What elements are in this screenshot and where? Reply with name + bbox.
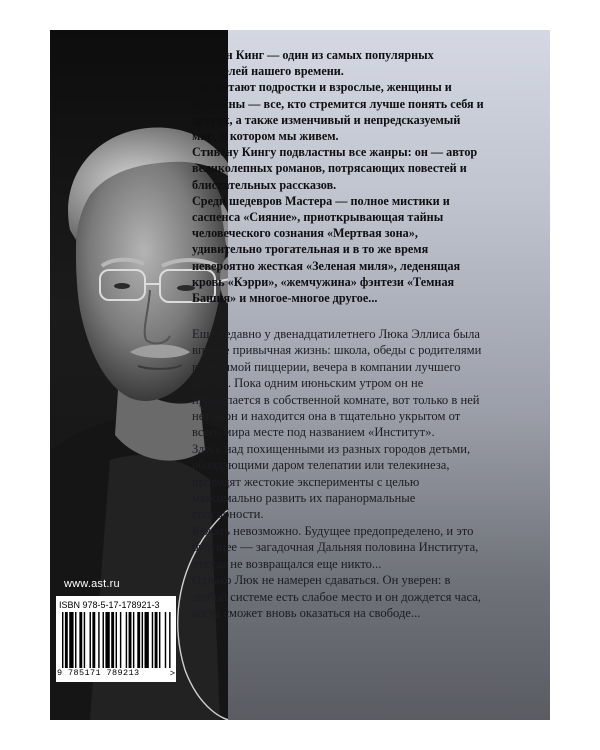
blurb-paragraph: Стивену Кингу подвластны все жанры: он — автор великолепных романов, потрясающих повестей и блистательных рассказов. — [192, 145, 478, 192]
barcode-bar — [65, 612, 68, 668]
barcode-bar — [159, 612, 160, 668]
barcode-bar — [79, 612, 82, 668]
barcode-bar — [92, 612, 95, 668]
barcode-bar — [111, 612, 114, 668]
barcode-bar — [155, 612, 158, 668]
annotation-paragraph: Еще недавно у двенадцатилетнего Люка Эллиса была вполне привычная жизнь: школа, обеды с родителями в любимой пиццерии, вечера в компании лучшего друга... Пока одним июньским утром он не просыпается в собственной комнате, вот только в ней нет окон и находится она в тщательно укрытом от всего мира месте под названием «Институт». — [192, 327, 482, 440]
blurb-paragraph: Стивен Кинг — один из самых популярных писателей нашего времени. — [192, 48, 434, 79]
barcode-bar — [103, 612, 104, 668]
barcode-bar — [133, 612, 134, 668]
barcode-bar — [98, 612, 99, 668]
barcode-bar — [165, 612, 166, 668]
barcode-bar — [75, 612, 76, 668]
isbn-label: ISBN 978-5-17-178921-3 — [59, 600, 160, 610]
barcode-bar — [90, 612, 91, 668]
blurb-paragraph: Среди шедевров Мастера — полное мистики и саспенса «Сияние», приоткрывающая тайны человеческого сознания «Мертвая зона», удивительно трогательная и в то же время невероятно жесткая «Зеленая миля», леденящая кровь «Кэрри», «жемчужина» фэнтези «Темная Башня» и многое-многое другое... — [192, 193, 461, 306]
author-blurb — [192, 47, 487, 306]
barcode-bar — [62, 612, 63, 668]
barcode-bar — [84, 612, 85, 668]
barcode-bar — [145, 612, 149, 668]
barcode-bar — [126, 612, 127, 668]
barcode-arrow: > — [169, 668, 175, 678]
blurb-paragraph: Его читают подростки и взрослые, женщины и мужчины — все, кто стремится лучше понять себя и других, а также изменчивый и непредсказуемый мир, в котором мы живем. — [192, 80, 484, 144]
barcode-bar — [129, 612, 132, 668]
barcode-bar — [169, 612, 170, 668]
barcode — [62, 612, 172, 668]
annotation-paragraph: Здесь над похищенными из разных городов детьми, обладающими даром телепатии или телекинеза, проводят жестокие эксперименты с целью максимально развить их паранормальные способности. — [192, 441, 471, 522]
barcode-bar — [105, 612, 109, 668]
barcode-bar — [120, 612, 121, 668]
barcode-bar — [116, 612, 117, 668]
annotation-paragraph: Однако Люк не намерен сдаваться. Он уверен: в любой системе есть слабое место и он дождется часа, когда сможет вновь оказаться на свободе... — [192, 573, 481, 620]
barcode-bar — [137, 612, 140, 668]
barcode-digits: 9 785171 789213 — [57, 668, 140, 678]
publisher-website: www.ast.ru — [64, 578, 120, 590]
barcode-bar — [142, 612, 143, 668]
barcode-bar — [152, 612, 153, 668]
annotation-paragraph: Бежать невозможно. Будущее предопределено, и это будущее — загадочная Дальняя половина Института, откуда не возвращался еще никто... — [192, 523, 479, 571]
book-annotation — [192, 326, 482, 621]
barcode-block — [56, 596, 176, 682]
barcode-bar — [69, 612, 73, 668]
